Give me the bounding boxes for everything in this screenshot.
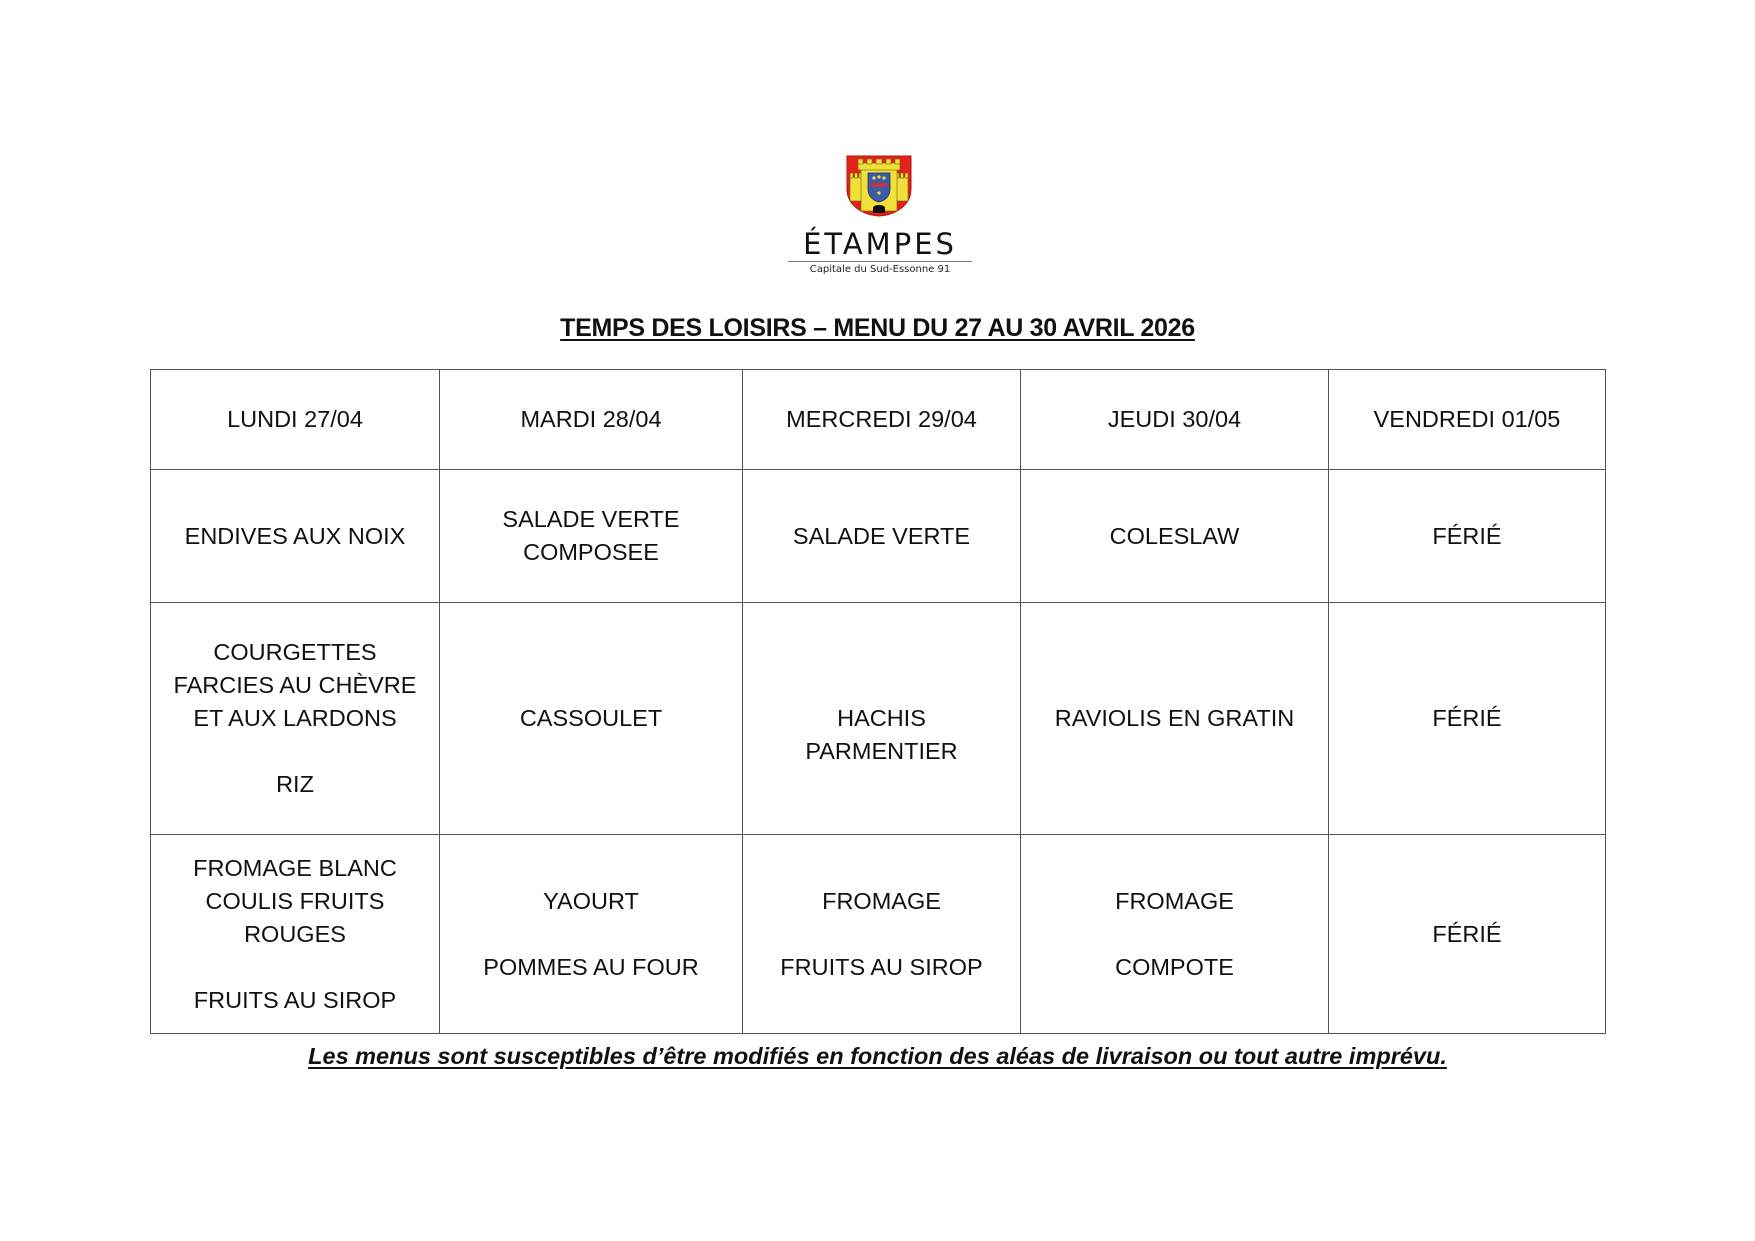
main-course-cell xyxy=(1021,603,1329,835)
starter-cell xyxy=(743,470,1021,603)
dish-name: PARMENTIER xyxy=(805,738,958,764)
day-header: JEUDI 30/04 xyxy=(1021,370,1329,470)
day-header: LUNDI 27/04 xyxy=(151,370,440,470)
starter-cell xyxy=(1329,470,1606,603)
dish-name: FRUITS AU SIROP xyxy=(780,953,983,980)
dish-name: RIZ xyxy=(276,771,314,797)
starter-cell xyxy=(151,470,440,603)
brand-block xyxy=(780,228,980,276)
main-course-cell xyxy=(1329,603,1606,835)
dish-name: RAVIOLIS EN GRATIN xyxy=(1054,705,1295,731)
dish-name: CASSOULET xyxy=(519,705,663,731)
menu-table xyxy=(150,369,1606,1034)
dish-name: ROUGES xyxy=(244,920,346,947)
day-header: VENDREDI 01/05 xyxy=(1329,370,1606,470)
spacer xyxy=(749,669,1014,702)
dish-name: ENDIVES AUX NOIX xyxy=(184,522,406,549)
spacer xyxy=(446,918,736,951)
dish-name: FÉRIÉ xyxy=(1432,920,1502,947)
brand-divider xyxy=(788,261,972,262)
brand-tagline: Capitale du Sud-Essonne 91 xyxy=(809,264,951,275)
dessert-row xyxy=(151,835,1606,1034)
dish-name: SALADE VERTE xyxy=(792,522,971,549)
starter-row xyxy=(151,470,1606,603)
disclaimer-note: Les menus sont susceptibles d’être modifiés en fonction des aléas de livraison ou tout autre imprévu. xyxy=(308,1043,1447,1069)
dish-name: COURGETTES xyxy=(213,639,377,665)
main-course-row xyxy=(151,603,1606,835)
dish-name: POMMES AU FOUR xyxy=(483,953,699,980)
dish-name: FROMAGE BLANC xyxy=(193,854,397,881)
dish-name: YAOURT xyxy=(543,887,639,914)
etampes-coat-of-arms-logo xyxy=(846,155,912,217)
spacer xyxy=(157,735,433,768)
dish-name: FÉRIÉ xyxy=(1432,705,1502,731)
dish-name: HACHIS xyxy=(837,705,926,731)
day-header-row xyxy=(151,370,1606,470)
day-header: MERCREDI 29/04 xyxy=(743,370,1021,470)
dish-name: FARCIES AU CHÈVRE xyxy=(173,672,417,698)
dish-name: COMPOSEE xyxy=(523,539,659,565)
dish-name: ET AUX LARDONS xyxy=(193,705,397,731)
dessert-cell xyxy=(1329,835,1606,1034)
dish-name: FROMAGE xyxy=(822,887,941,914)
starter-cell xyxy=(1021,470,1329,603)
dessert-cell xyxy=(151,835,440,1034)
main-course-cell xyxy=(440,603,743,835)
dessert-cell xyxy=(1021,835,1329,1034)
main-course-cell xyxy=(151,603,440,835)
dish-name: FROMAGE xyxy=(1115,887,1234,914)
dessert-cell xyxy=(743,835,1021,1034)
dish-name: SALADE VERTE xyxy=(502,506,680,532)
page-title: TEMPS DES LOISIRS – MENU DU 27 AU 30 AVRIL 2026 xyxy=(560,314,1195,342)
dish-name: FRUITS AU SIROP xyxy=(193,986,397,1013)
dish-name: COMPOTE xyxy=(1115,953,1234,980)
dish-name: COLESLAW xyxy=(1109,522,1240,549)
dish-name: COULIS FRUITS xyxy=(205,887,385,914)
dish-name: FÉRIÉ xyxy=(1432,522,1502,549)
spacer xyxy=(749,918,1014,951)
spacer xyxy=(157,951,433,984)
dessert-cell xyxy=(440,835,743,1034)
spacer xyxy=(1027,918,1322,951)
main-course-cell xyxy=(743,603,1021,835)
day-header: MARDI 28/04 xyxy=(440,370,743,470)
brand-name: ÉTAMPES xyxy=(803,227,957,261)
starter-cell xyxy=(440,470,743,603)
